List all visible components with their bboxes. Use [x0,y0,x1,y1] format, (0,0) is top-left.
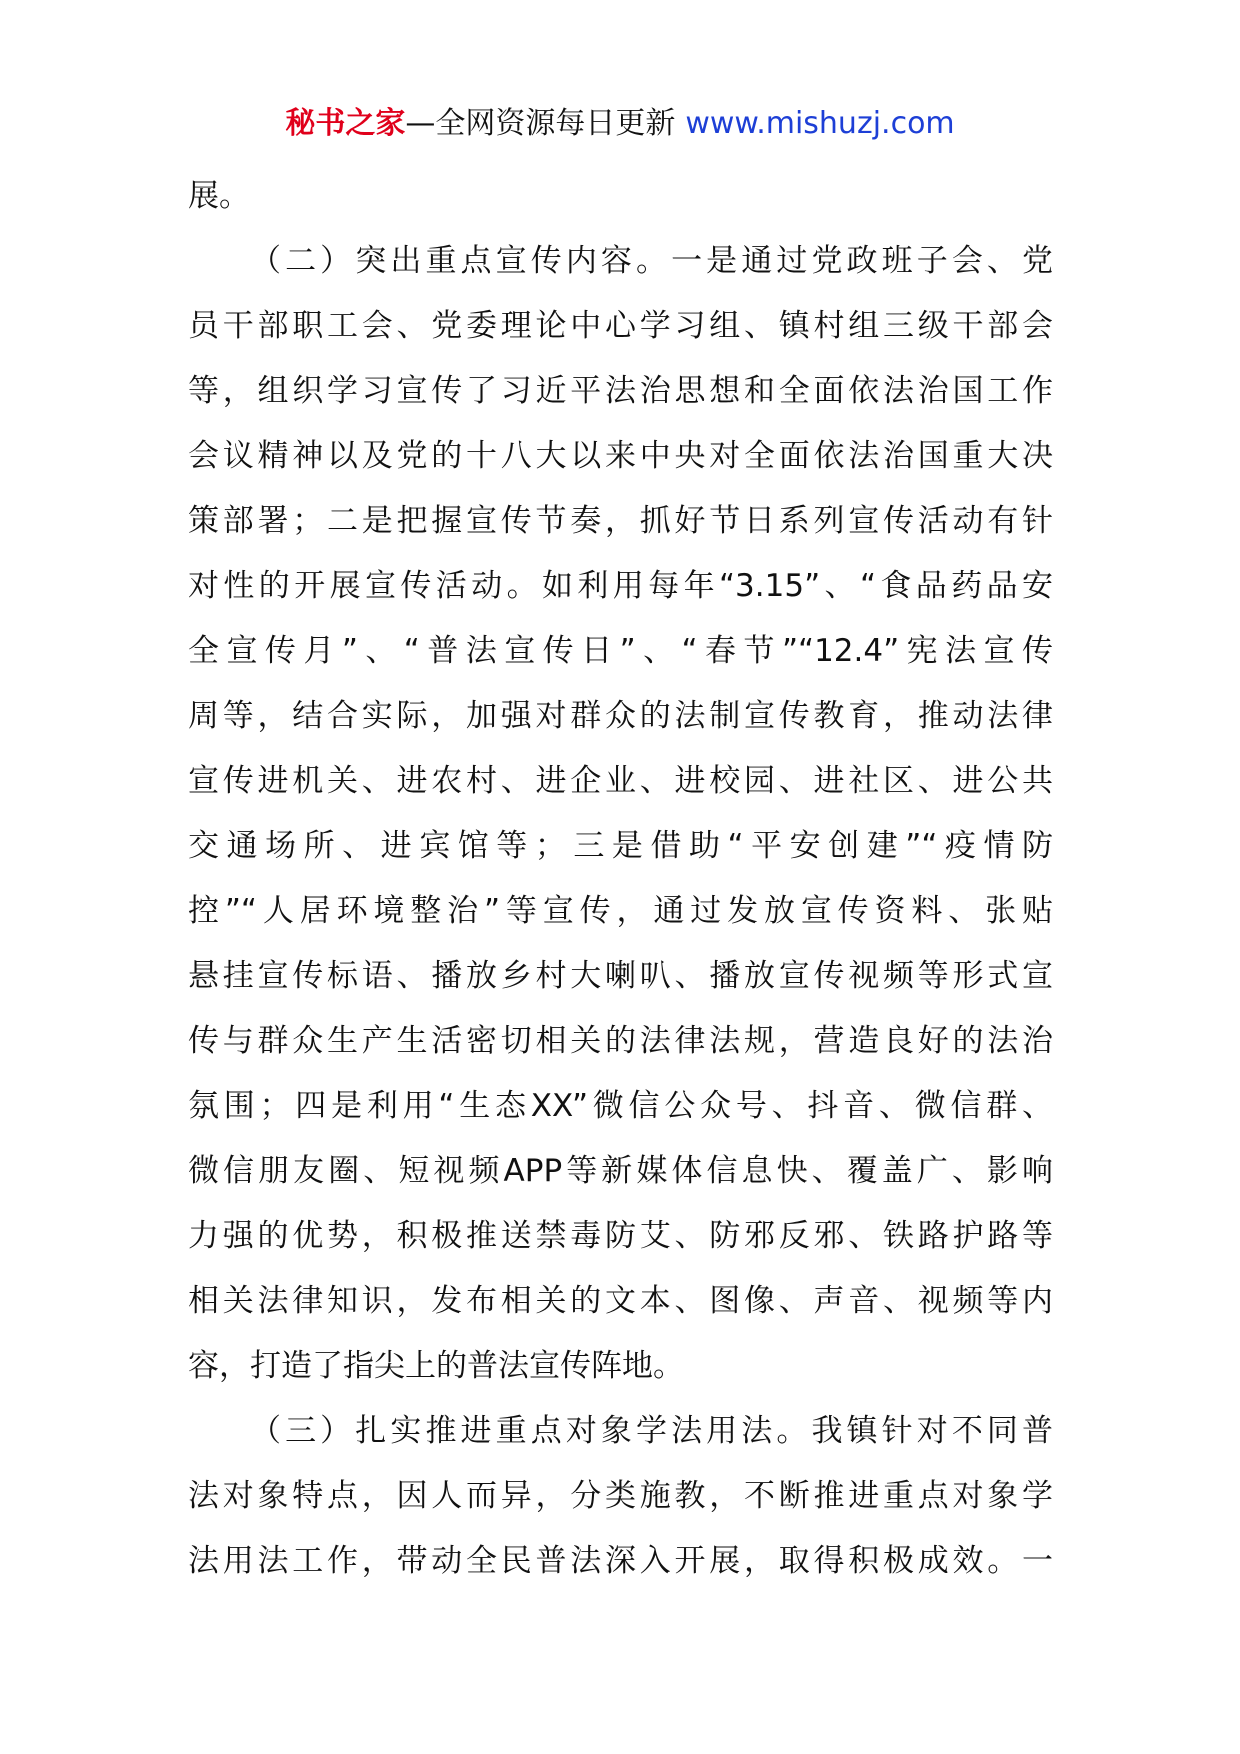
brand-name: 秘书之家 [285,106,406,141]
text-line: 员干部职工会、党委理论中心学习组、镇村组三级干部会 [188,308,1053,344]
text-line: 宣传进机关、进农村、进企业、进校园、进社区、进公共 [188,763,1053,799]
watermark-header [0,104,1240,144]
paragraph-end-line: 容，打造了指尖上的普法宣传阵地。 [188,1348,684,1384]
text-line: 周等，结合实际，加强对群众的法制宣传教育，推动法律 [188,698,1053,734]
text-line: 策部署；二是把握宣传节奏，抓好节日系列宣传活动有针 [188,503,1053,539]
text-line: 传与群众生产生活密切相关的法律法规，营造良好的法治 [188,1023,1053,1059]
text-line: 控”“人居环境整治”等宣传，通过发放宣传资料、张贴 [188,893,1053,929]
text-line: 对性的开展宣传活动。如利用每年“3.15”、“食品药品安 [188,568,1053,604]
text-line: 交通场所、进宾馆等；三是借助“平安创建”“疫情防 [188,828,1053,864]
text-line: 法用法工作，带动全民普法深入开展，取得积极成效。一 [188,1543,1053,1579]
text-line: 微信朋友圈、短视频APP等新媒体信息快、覆盖广、影响 [188,1153,1053,1189]
paragraph-start-line: （三）扎实推进重点对象学法用法。我镇针对不同普 [250,1413,1053,1449]
header-slogan: —全网资源每日更新 [405,106,676,141]
document-body [188,164,1053,1594]
paragraph-start-line: （二）突出重点宣传内容。一是通过党政班子会、党 [250,243,1053,279]
text-line: 氛围；四是利用“生态XX”微信公众号、抖音、微信群、 [188,1088,1053,1124]
text-line: 会议精神以及党的十八大以来中央对全面依法治国重大决 [188,438,1053,474]
text-line: 相关法律知识，发布相关的文本、图像、声音、视频等内 [188,1283,1053,1319]
text-line: 法对象特点，因人而异，分类施教，不断推进重点对象学 [188,1478,1053,1514]
text-line: 悬挂宣传标语、播放乡村大喇叭、播放宣传视频等形式宣 [188,958,1053,994]
text-line: 展。 [188,178,250,214]
text-line: 力强的优势，积极推送禁毒防艾、防邪反邪、铁路护路等 [188,1218,1053,1254]
site-url-link[interactable]: www.mishuzj.com [685,106,955,141]
text-line: 等，组织学习宣传了习近平法治思想和全面依法治国工作 [188,373,1053,409]
text-line: 全宣传月”、“普法宣传日”、“春节”“12.4”宪法宣传 [188,633,1053,669]
